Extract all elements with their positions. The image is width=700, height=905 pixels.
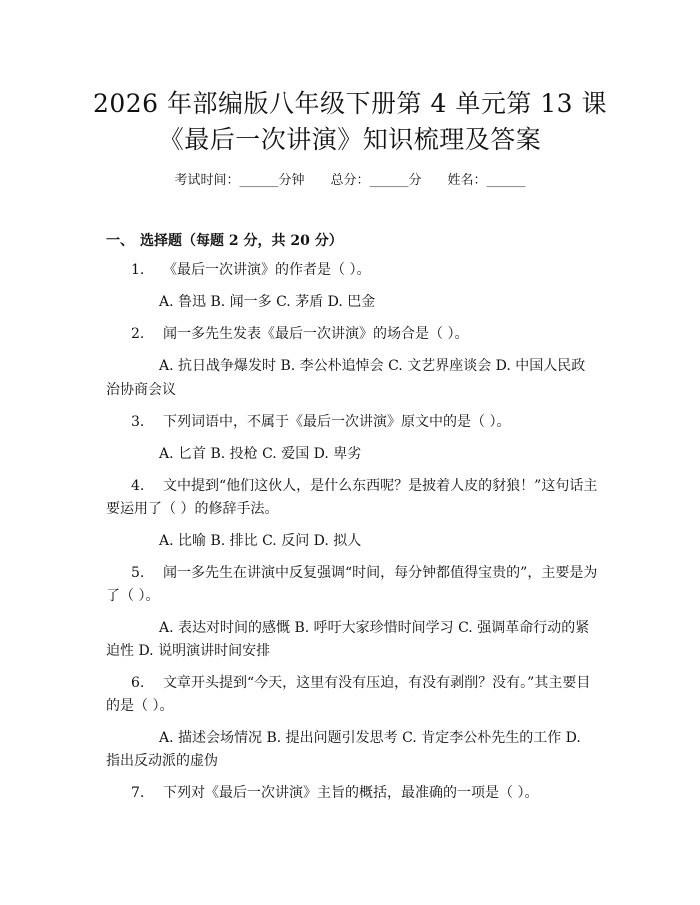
question-1-options: A. 鲁迅 B. 闻一多 C. 茅盾 D. 巴金 [159,294,376,310]
question-6-options: A. 描述会场情况 B. 提出问题引发思考 C. 肯定李公朴先生的工作 D. [159,730,581,746]
question-2 [131,325,468,343]
question-text: 闻一多先生发表《最后一次讲演》的场合是（ ）。 [163,326,469,342]
question-6-options-cont: 指出反动派的虚伪 [106,753,218,769]
question-6-text-cont: 的是（ ）。 [106,698,174,714]
question-4 [131,477,597,495]
question-number: 4. [131,478,145,494]
question-number: 5. [131,565,145,581]
question-text: 闻一多先生在讲演中反复强调“时间，每分钟都值得宝贵的”，主要是为 [163,565,598,581]
question-5 [131,564,597,582]
section-title: 选择题（每题 2 分，共 20 分） [140,233,343,249]
question-7 [131,784,538,802]
question-2-options-cont: 治协商会议 [106,382,176,398]
question-text: 下列对《最后一次讲演》主旨的概括，最准确的一项是（ ）。 [163,785,539,801]
exam-meta [0,169,700,188]
section-number: 一、 [106,233,134,249]
question-text: 文中提到“他们这伙人，是什么东西呢？是披着人皮的豺狼！”这句话主 [163,478,598,494]
question-number: 3. [131,414,145,430]
question-number: 1. [131,262,145,278]
section-heading [106,230,343,250]
page-title-line-1: 2026 年部编版八年级下册第 4 单元第 13 课 [92,89,608,118]
question-4-text-cont: 要运用了（ ）的修辞手法。 [106,501,279,517]
question-5-text-cont: 了（ ）。 [106,588,160,604]
page-title-line-2: 《最后一次讲演》知识梳理及答案 [158,125,542,154]
question-5-options: A. 表达对时间的感慨 B. 呼吁大家珍惜时间学习 C. 强调革命行动的紧 [159,620,590,636]
question-text: 文章开头提到“今天，这里有没有压迫，有没有剥削？没有。”其主要目 [163,675,591,691]
question-4-options: A. 比喻 B. 排比 C. 反问 D. 拟人 [159,533,362,549]
question-2-options: A. 抗日战争爆发时 B. 李公朴追悼会 C. 文艺界座谈会 D. 中国人民政 [159,358,586,374]
question-number: 7. [131,785,145,801]
question-number: 2. [131,326,145,342]
question-text: 《最后一次讲演》的作者是（ ）。 [163,262,371,278]
question-6 [131,674,590,692]
total-score-field: 总分：______分 [330,173,422,188]
name-field: 姓名：______ [447,173,526,188]
question-3 [131,413,510,431]
question-text: 下列词语中，不属于《最后一次讲演》原文中的是（ ）。 [163,414,511,430]
question-3-options: A. 匕首 B. 投枪 C. 爱国 D. 卑劣 [159,446,362,462]
exam-time-field: 考试时间：______分钟 [174,173,305,188]
question-number: 6. [131,675,145,691]
question-5-options-cont: 迫性 D. 说明演讲时间安排 [106,643,271,659]
question-1 [131,261,370,279]
